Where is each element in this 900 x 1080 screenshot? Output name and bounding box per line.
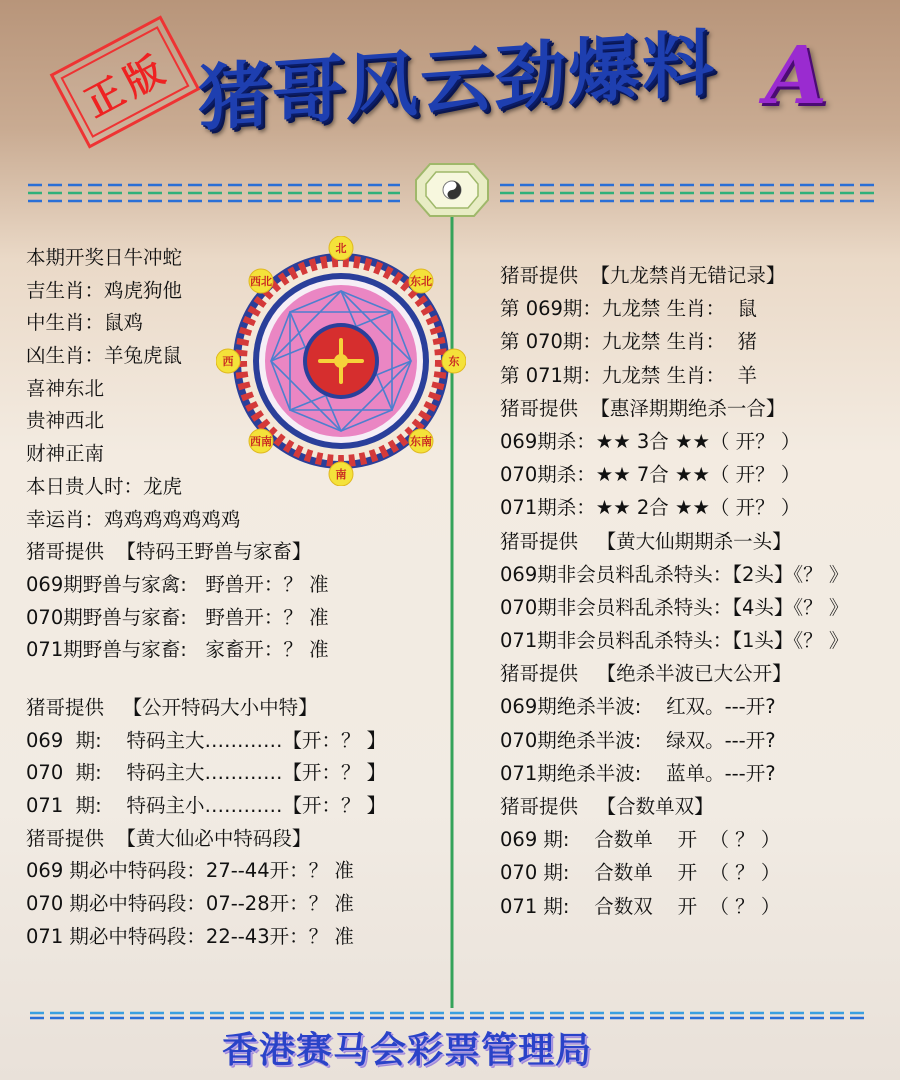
info-line: 071期杀：★★ 2合 ★★（ 开？ ） [500,496,801,520]
info-line: 喜神东北 [26,376,105,400]
info-line: 070期非会员料乱杀特头：【4头】《？ 》 [500,595,849,619]
bagua-icon [416,164,488,216]
genuine-stamp: 正版 [50,15,201,148]
info-line: 071 期必中特码段：22--43开：？ 准 [26,924,354,948]
info-line: 财神正南 [26,442,105,466]
info-line: 中生肖：鼠鸡 [26,311,144,335]
section-heading: 猪哥提供 【黄大仙期期杀一头】 [500,529,792,553]
info-line: 第 069期：九龙禁 生肖： 鼠 [500,297,758,321]
section-heading: 猪哥提供 【绝杀半波已大公开】 [500,662,792,686]
section-heading: 猪哥提供 【黄大仙必中特码段】 [26,826,312,850]
direction-east: 东 [448,356,460,368]
direction-northwest: 西北 [250,276,272,288]
info-line: 069 期: 特码主大…………【开：？ 】 [26,728,387,752]
info-line: 071期非会员料乱杀特头：【1头】《？ 》 [500,629,849,653]
info-line: 贵神西北 [26,409,105,433]
info-line: 071 期: 合数双 开 （ ？ ） [500,894,781,918]
direction-north: 北 [335,243,347,255]
info-line: 070期绝杀半波: 绿双。---开? [500,728,776,752]
direction-northeast: 东北 [410,276,432,288]
info-line: 069 期必中特码段：27--44开：？ 准 [26,859,354,883]
info-line: 070 期必中特码段：07--28开：？ 准 [26,892,354,916]
info-line: 凶生肖：羊兔虎鼠 [26,344,183,368]
section-heading: 猪哥提供 【特码王野兽与家畜】 [26,540,312,564]
section-heading: 猪哥提供 【公开特码大小中特】 [26,696,318,719]
left-column-lower [26,692,446,954]
info-line: 070 期: 合数单 开 （ ？ ） [500,861,781,885]
info-line: 吉生肖：鸡虎狗他 [26,278,183,302]
info-line: 069期绝杀半波: 红双。---开? [500,695,776,719]
info-line: 069期杀：★★ 3合 ★★（ 开？ ） [500,429,801,453]
info-line: 本期开奖日牛冲蛇 [26,246,183,269]
info-line: 071期野兽与家畜: 家畜开：？ 准 [26,638,329,662]
info-line: 069期非会员料乱杀特头：【2头】《？ 》 [500,562,849,586]
direction-west: 西 [222,356,234,368]
info-line: 071 期: 特码主小…………【开：？ 】 [26,794,387,818]
right-column [500,259,890,923]
direction-south: 南 [335,469,347,481]
footer-organization: 香港赛马会彩票管理局 [222,1029,593,1071]
section-heading: 猪哥提供 【惠泽期期绝杀一合】 [500,396,786,420]
edition-letter: A [765,28,828,122]
section-heading: 猪哥提供 【合数单双】 [500,795,714,818]
info-line: 071期绝杀半波: 蓝单。---开? [500,761,776,785]
info-line: 070 期: 特码主大…………【开：？ 】 [26,761,387,785]
info-line: 本日贵人时：龙虎 [26,474,183,498]
info-line: 幸运肖：鸡鸡鸡鸡鸡鸡鸡 [26,507,241,531]
info-line: 070期野兽与家畜: 野兽开：？ 准 [26,605,329,629]
info-line: 070期杀：★★ 7合 ★★（ 开？ ） [500,463,801,487]
page-title: 猪哥风云劲爆料 [198,19,717,141]
direction-southeast: 东南 [410,436,432,448]
direction-southwest: 西南 [250,436,272,448]
info-line: 069期野兽与家禽: 野兽开：？ 准 [26,572,329,596]
info-line: 第 070期：九龙禁 生肖： 猪 [500,330,758,354]
left-column-upper [26,242,446,667]
info-line: 第 071期：九龙禁 生肖： 羊 [500,363,758,387]
info-line: 069 期: 合数单 开 （ ？ ） [500,828,781,852]
section-heading: 猪哥提供 【九龙禁肖无错记录】 [500,264,786,287]
